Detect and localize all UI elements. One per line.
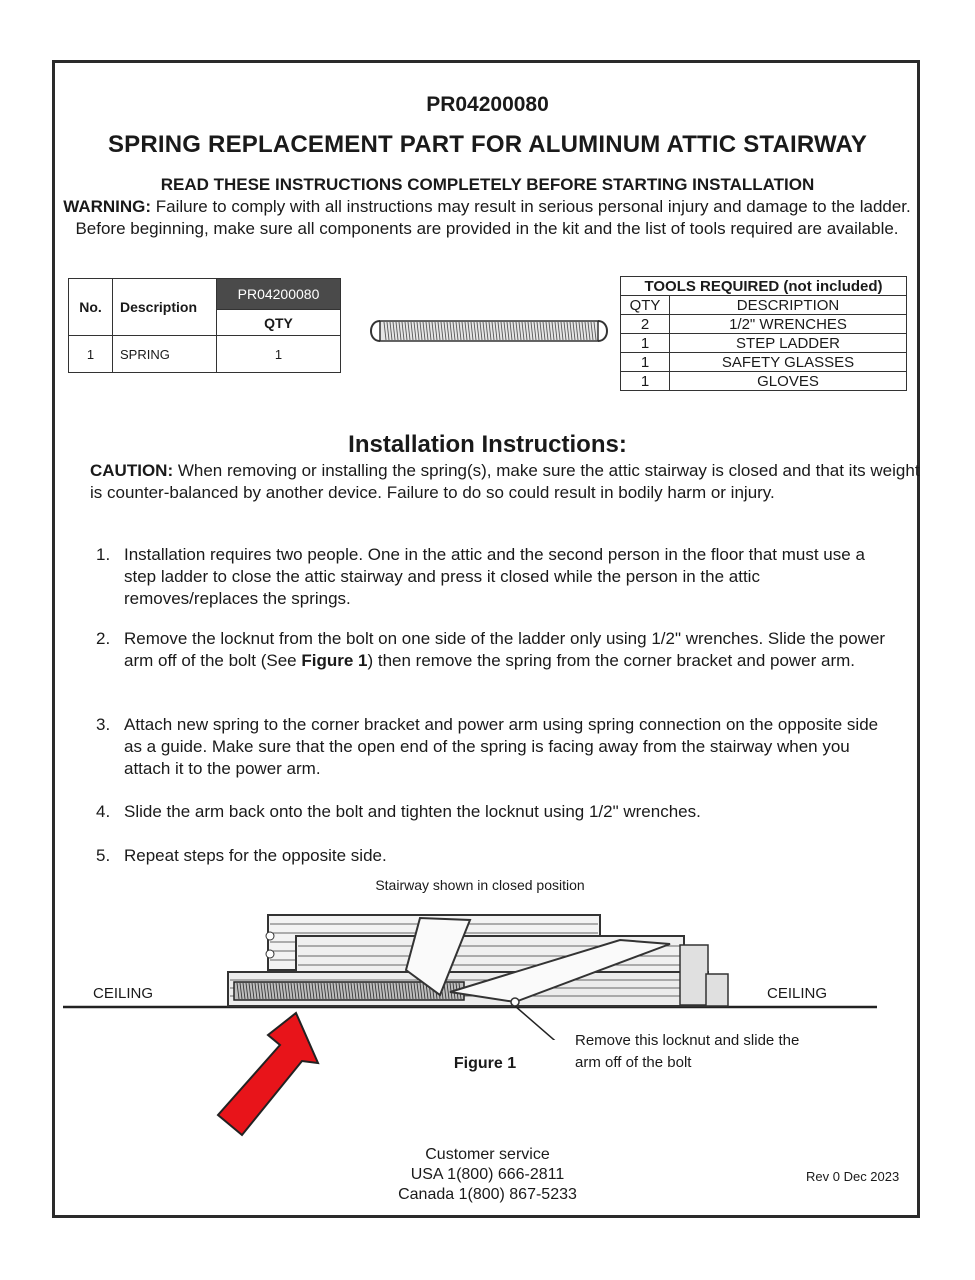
tools-table-title: TOOLS REQUIRED (not included) xyxy=(621,277,907,296)
step-text: Installation requires two people. One in the attic and the second person in the floor that must use a step ladder to close the attic stairway and press it closed while the person in the attic removes/replaces the springs. xyxy=(124,545,865,608)
tool-qty: 1 xyxy=(621,334,670,353)
tool-description: 1/2" WRENCHES xyxy=(670,315,907,334)
locknut-note-line: Remove this locknut and slide the xyxy=(575,1032,800,1049)
caution-paragraph xyxy=(90,460,920,504)
parts-col-no: No. xyxy=(69,279,113,336)
tools-col-description: DESCRIPTION xyxy=(670,296,907,315)
step-1 xyxy=(96,544,896,610)
stairway-diagram xyxy=(60,900,890,1040)
locknut-pointer xyxy=(515,1006,568,1040)
tool-description: SAFETY GLASSES xyxy=(670,353,907,372)
locknut xyxy=(511,998,519,1006)
customer-service-title: Customer service xyxy=(425,1146,550,1163)
tool-qty: 1 xyxy=(621,353,670,372)
step-number: 3. xyxy=(96,715,111,734)
part-row-description: SPRING xyxy=(113,336,217,373)
step-3 xyxy=(96,714,896,780)
step-4 xyxy=(96,801,896,823)
step-text xyxy=(124,628,896,672)
warning-text: Failure to comply with all instructions may result in serious personal injury and damage to the ladder. Before beginning, make sure all components are provided in the kit and the list of tools required are available. xyxy=(75,197,911,238)
locknut-note xyxy=(575,1030,799,1074)
figure-reference: Figure 1 xyxy=(301,651,368,670)
installation-heading: Installation Instructions: xyxy=(348,431,627,458)
step-text: Attach new spring to the corner bracket and power arm using spring connection on the opposite side as a guide. Make sure that the open end of the spring is facing away from the stairway when you attach it to the power arm. xyxy=(124,715,879,778)
parts-table xyxy=(68,278,341,373)
step-2 xyxy=(96,628,896,672)
red-arrow-icon xyxy=(210,1005,330,1140)
step-text: Slide the arm back onto the bolt and tighten the locknut using 1/2" wrenches. xyxy=(124,802,701,821)
read-first-notice: READ THESE INSTRUCTIONS COMPLETELY BEFORE STARTING INSTALLATION xyxy=(160,175,815,194)
warning-label: WARNING: xyxy=(63,197,152,216)
table-row xyxy=(621,353,907,372)
tools-table xyxy=(620,276,907,391)
figure-label: Figure 1 xyxy=(453,1055,517,1072)
phone-canada: Canada 1(800) 867-5233 xyxy=(398,1186,577,1203)
corner-bracket xyxy=(680,945,708,1005)
tool-description: GLOVES xyxy=(670,372,907,391)
table-row xyxy=(621,315,907,334)
document-title: SPRING REPLACEMENT PART FOR ALUMINUM ATTIC STAIRWAY xyxy=(107,131,868,158)
table-row xyxy=(621,372,907,391)
step-number: 4. xyxy=(96,802,111,821)
tool-qty: 1 xyxy=(621,372,670,391)
tool-qty: 2 xyxy=(621,315,670,334)
spring-illustration xyxy=(366,316,612,346)
part-row-no: 1 xyxy=(69,336,113,373)
ceiling-label-left: CEILING xyxy=(93,985,154,1002)
step-number: 2. xyxy=(96,629,111,648)
caution-label: CAUTION: xyxy=(90,461,174,480)
ceiling-label-right: CEILING xyxy=(767,985,828,1002)
step-number: 5. xyxy=(96,846,111,865)
step-text: Repeat steps for the opposite side. xyxy=(124,846,387,865)
part-number: PR04200080 xyxy=(426,93,549,116)
step-text-part: Remove the locknut from the bolt on one side of the ladder only using 1/2" wrenches. Slide the power arm off of the bolt (See xyxy=(124,629,886,670)
part-row-qty: 1 xyxy=(217,336,341,373)
table-row xyxy=(69,336,341,373)
parts-col-part-number: PR04200080 xyxy=(217,279,341,310)
tools-col-qty: QTY xyxy=(621,296,670,315)
phone-usa: USA 1(800) 666-2811 xyxy=(410,1166,565,1183)
tool-description: STEP LADDER xyxy=(670,334,907,353)
table-row xyxy=(621,334,907,353)
parts-col-description: Description xyxy=(113,279,217,336)
figure-caption: Stairway shown in closed position xyxy=(375,877,585,893)
caution-text: When removing or installing the spring(s), make sure the attic stairway is closed and that its weight is counter-balanced by another device. Failure to do so could result in bodily harm or injury. xyxy=(90,461,920,502)
step-5 xyxy=(96,845,896,867)
locknut-note-line: arm off of the bolt xyxy=(575,1054,692,1071)
warning-paragraph xyxy=(62,196,912,239)
step-number: 1. xyxy=(96,545,111,564)
step-text-part: ) then remove the spring from the corner bracket and power arm. xyxy=(367,651,856,670)
revision-label: Rev 0 Dec 2023 xyxy=(806,1169,900,1184)
parts-col-qty: QTY xyxy=(217,310,341,336)
